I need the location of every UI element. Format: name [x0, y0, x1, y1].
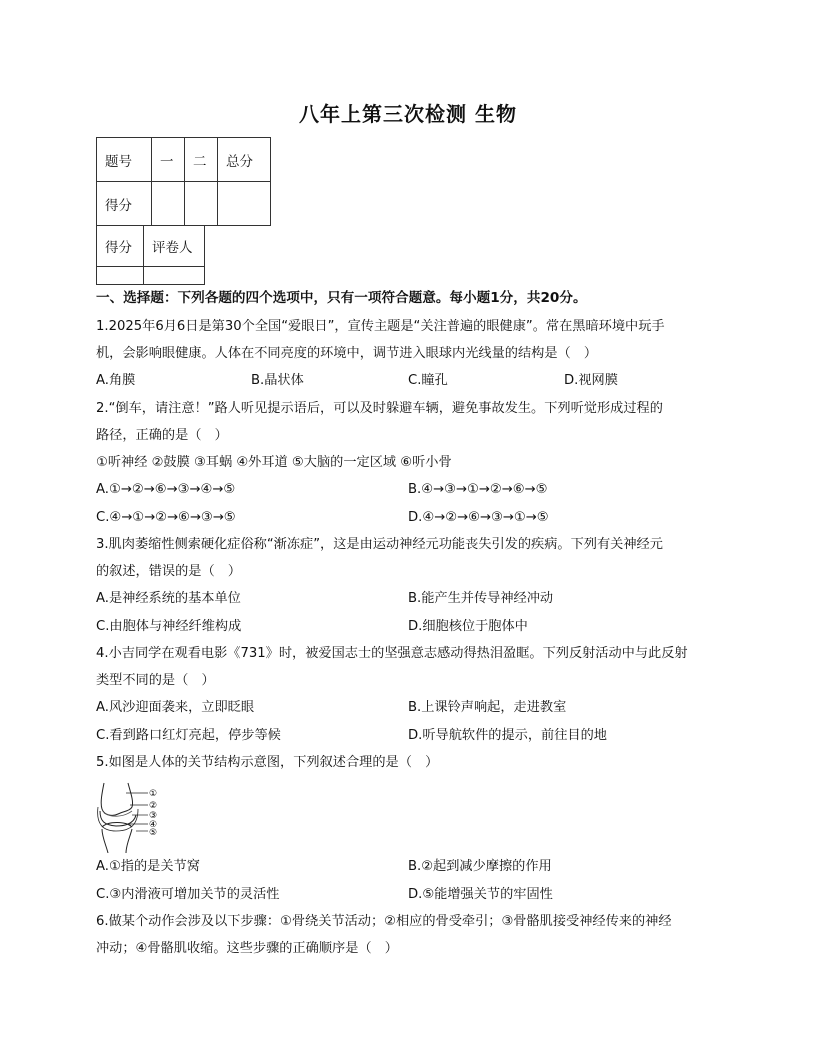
- question-2-items: ①听神经 ②鼓膜 ③耳蜗 ④外耳道 ⑤大脑的一定区域 ⑥听小骨: [96, 455, 452, 470]
- score-table: [96, 137, 271, 226]
- question-4-option-d: D.听导航软件的提示，前往目的地: [408, 728, 607, 743]
- question-3-option-c: C.由胞体与神经纤维构成: [96, 619, 242, 634]
- diagram-label-1: ①: [149, 789, 158, 799]
- score-table-header: 一: [152, 138, 185, 182]
- grader-table: [96, 225, 205, 285]
- score-table-header: 二: [185, 138, 218, 182]
- question-4-option-c: C.看到路口红灯亮起，停步等候: [96, 728, 281, 743]
- score-cell: [185, 182, 218, 226]
- question-3-option-d: D.细胞核位于胞体中: [408, 619, 528, 634]
- grader-score-cell: [97, 267, 144, 285]
- diagram-label-5: ⑤: [149, 828, 158, 838]
- question-3-stem-cont: 的叙述，错误的是（ ）: [96, 564, 242, 579]
- question-2-stem-cont: 路径，正确的是（ ）: [96, 428, 228, 443]
- question-5-option-a: A.①指的是关节窝: [96, 859, 200, 874]
- question-5-option-d: D.⑤能增强关节的牢固性: [408, 887, 553, 902]
- question-1-option-d: D.视网膜: [564, 373, 618, 388]
- question-6-stem-cont: 冲动；④骨骼肌收缩。这些步骤的正确顺序是（ ）: [96, 941, 398, 956]
- question-3-stem: 3.肌肉萎缩性侧索硬化症俗称“渐冻症”，这是由运动神经元功能丧失引发的疾病。下列有关神经元: [96, 537, 663, 552]
- question-4-option-b: B.上课铃声响起，走进教室: [408, 700, 567, 715]
- question-2-option-d: D.④→②→⑥→③→①→⑤: [408, 510, 549, 525]
- score-table-header: 题号: [97, 138, 152, 182]
- question-1-option-a: A.角膜: [96, 373, 136, 388]
- joint-diagram: [96, 781, 166, 853]
- question-4-option-a: A.风沙迎面袭来，立即眨眼: [96, 700, 255, 715]
- question-6-stem: 6.做某个动作会涉及以下步骤：①骨绕关节活动；②相应的骨受牵引；③骨骼肌接受神经传来的神经: [96, 914, 672, 929]
- question-5-stem: 5.如图是人体的关节结构示意图，下列叙述合理的是（ ）: [96, 755, 439, 770]
- question-4-stem-cont: 类型不同的是（ ）: [96, 673, 215, 688]
- question-1-option-c: C.瞳孔: [408, 373, 448, 388]
- score-cell: [152, 182, 185, 226]
- question-1-stem: 1.2025年6月6日是第30个全国“爱眼日”，宣传主题是“关注普遍的眼健康”。常在黑暗环境中玩手: [96, 319, 665, 334]
- grader-name-cell: [144, 267, 205, 285]
- question-2-stem: 2.“倒车，请注意！”路人听见提示语后，可以及时躲避车辆，避免事故发生。下列听觉形成过程的: [96, 401, 663, 416]
- score-table-header-row: [97, 138, 271, 182]
- question-5-option-b: B.②起到减少摩擦的作用: [408, 859, 552, 874]
- question-1-option-b: B.晶状体: [251, 373, 304, 388]
- question-4-stem: 4.小吉同学在观看电影《731》时，被爱国志士的坚强意志感动得热泪盈眶。下列反射活动中与此反射: [96, 646, 688, 661]
- question-2-option-a: A.①→②→⑥→③→④→⑤: [96, 482, 236, 497]
- grader-label: 评卷人: [144, 226, 205, 267]
- question-1-stem-cont: 机，会影响眼健康。人体在不同亮度的环境中，调节进入眼球内光线量的结构是（ ）: [96, 346, 598, 361]
- score-table-header: 总分: [218, 138, 271, 182]
- score-cell: [218, 182, 271, 226]
- question-2-option-c: C.④→①→②→⑥→③→⑤: [96, 510, 236, 525]
- page-title: 八年上第三次检测 生物: [299, 102, 517, 126]
- score-row-label: 得分: [97, 182, 152, 226]
- question-2-option-b: B.④→③→①→②→⑥→⑤: [408, 482, 548, 497]
- question-3-option-b: B.能产生并传导神经冲动: [408, 591, 554, 606]
- question-5-option-c: C.③内滑液可增加关节的灵活性: [96, 887, 280, 902]
- grader-score-label: 得分: [97, 226, 144, 267]
- question-3-option-a: A.是神经系统的基本单位: [96, 591, 241, 606]
- section-heading: 一、选择题：下列各题的四个选项中，只有一项符合题意。每小题1分，共20分。: [96, 290, 587, 306]
- diagram-label-2: ②: [149, 801, 158, 811]
- score-table-score-row: [97, 182, 271, 226]
- diagram-label-3: ③: [149, 811, 158, 821]
- diagram-label-4: ④: [149, 820, 158, 830]
